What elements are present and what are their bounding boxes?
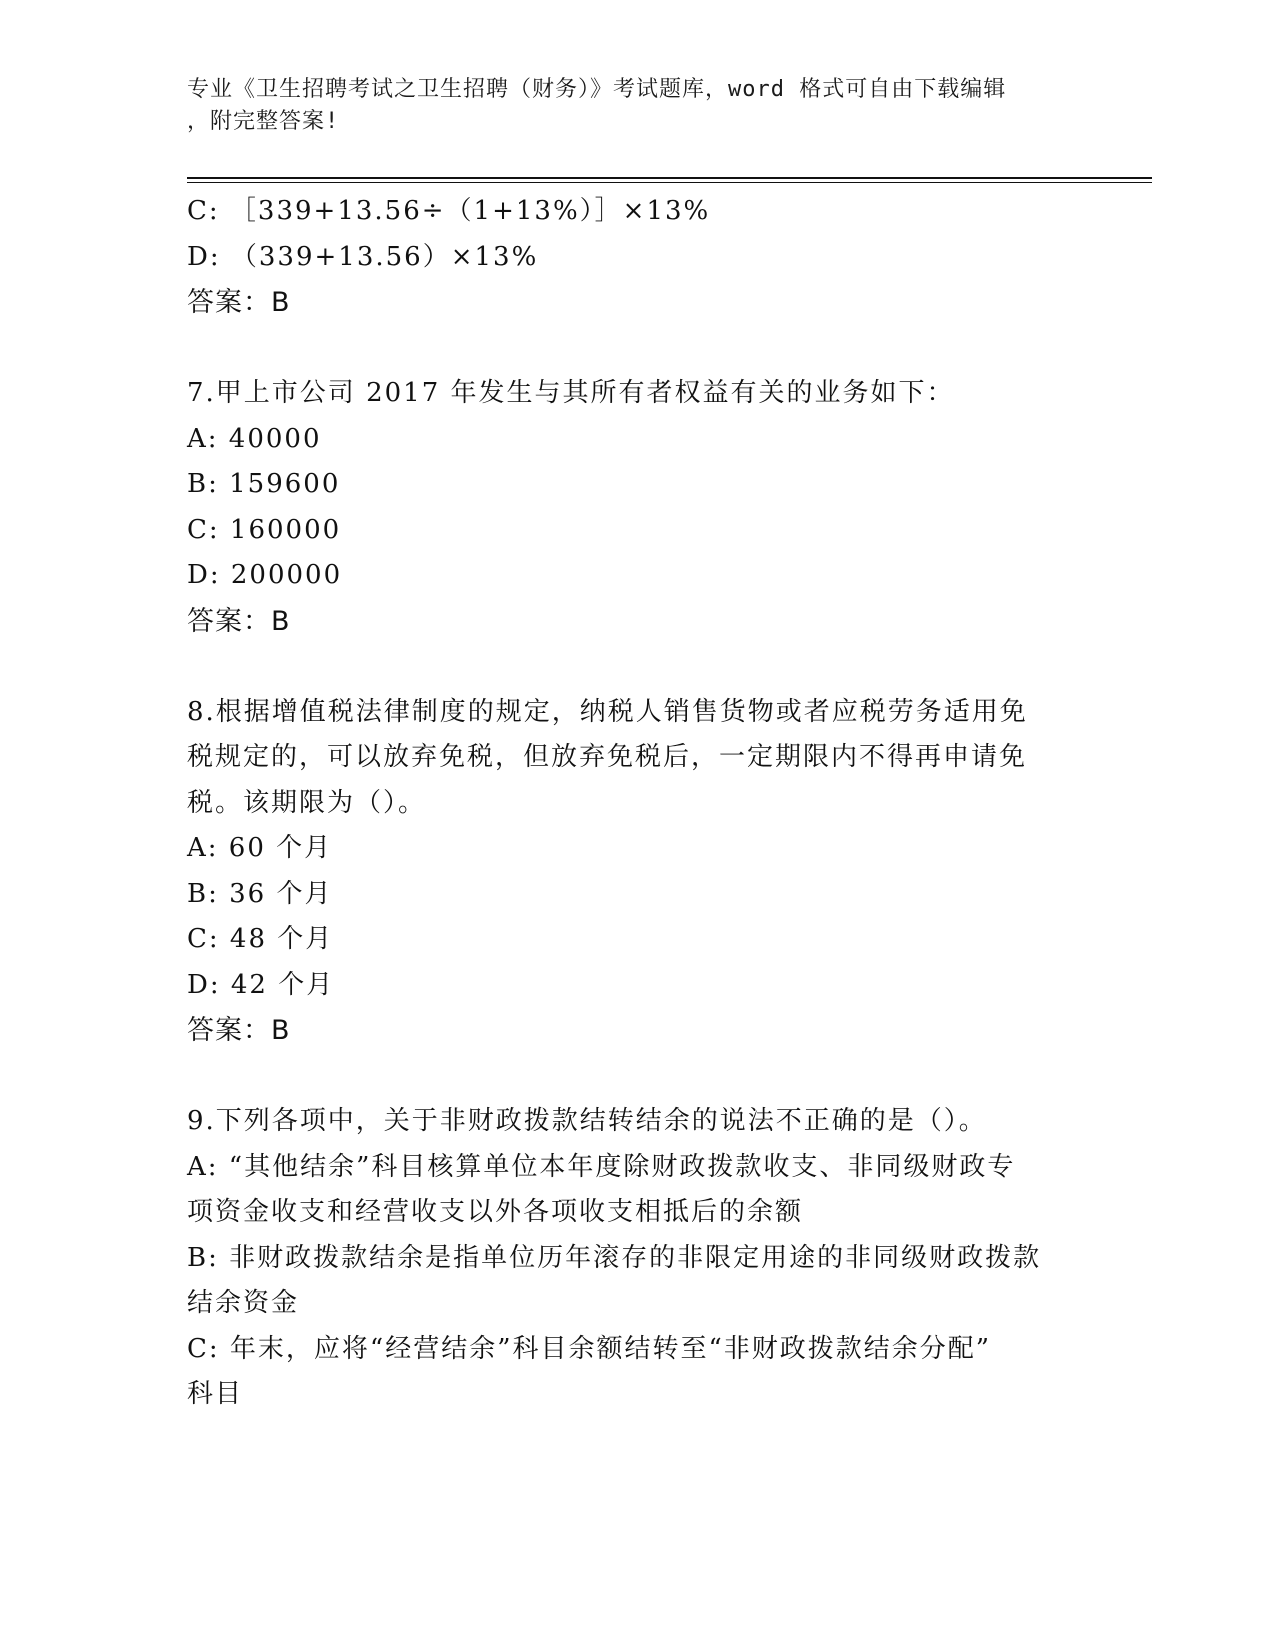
option-c: C: 年末，应将“经营结余”科目余额结转至“非财政拨款结余分配” (187, 1333, 992, 1364)
question-stem: 税。该期限为（）。 (187, 787, 427, 818)
header-divider-thin (187, 182, 1152, 183)
answer: 答案：B (187, 287, 291, 318)
question-stem: 9.下列各项中，关于非财政拨款结转结余的说法不正确的是（）。 (187, 1106, 987, 1136)
option-b: B: 36 个月 (187, 878, 333, 909)
question-8 (187, 690, 1087, 1054)
option-c: C: 48 个月 (187, 924, 334, 954)
question-6 (187, 189, 1087, 326)
document-body (187, 189, 1087, 1418)
spacer (187, 1054, 1087, 1100)
spacer (187, 644, 1087, 690)
option-d: D: （339+13.56）×13% (187, 241, 539, 272)
option-b: B: 159600 (187, 469, 341, 499)
option-d: D: 200000 (187, 560, 343, 590)
question-stem: 税规定的，可以放弃免税，但放弃免税后，一定期限内不得再申请免 (187, 742, 1028, 772)
option-a: A: “其他结余”科目核算单位本年度除财政拨款收支、非同级财政专 (187, 1151, 1016, 1182)
option-b: B: 非财政拨款结余是指单位历年滚存的非限定用途的非同级财政拨款 (187, 1242, 1042, 1273)
answer: 答案：B (187, 605, 291, 637)
question-9 (187, 1099, 1087, 1418)
option-c-continued: 科目 (187, 1379, 244, 1409)
page-header (187, 74, 1067, 138)
option-a: A: 60 个月 (187, 833, 333, 863)
answer: 答案：B (187, 1015, 291, 1046)
option-c: C: 160000 (187, 514, 342, 545)
header-divider (187, 177, 1152, 179)
option-b-continued: 结余资金 (187, 1288, 300, 1318)
spacer (187, 326, 1087, 372)
question-stem: 8.根据增值税法律制度的规定，纳税人销售货物或者应税劳务适用免 (187, 696, 1028, 727)
option-a-continued: 项资金收支和经营收支以外各项收支相抵后的余额 (187, 1197, 804, 1227)
question-7 (187, 371, 1087, 644)
header-line: ，附完整答案! (187, 109, 340, 134)
option-c: C: ［339+13.56÷（1+13%）］×13% (187, 196, 711, 226)
option-a: A: 40000 (187, 423, 322, 454)
option-d: D: 42 个月 (187, 969, 335, 1000)
question-stem: 7.甲上市公司 2017 年发生与其所有者权益有关的业务如下： (187, 378, 955, 408)
header-line: 专业《卫生招聘考试之卫生招聘（财务）》考试题库，word 格式可自由下载编辑 (187, 77, 1007, 102)
